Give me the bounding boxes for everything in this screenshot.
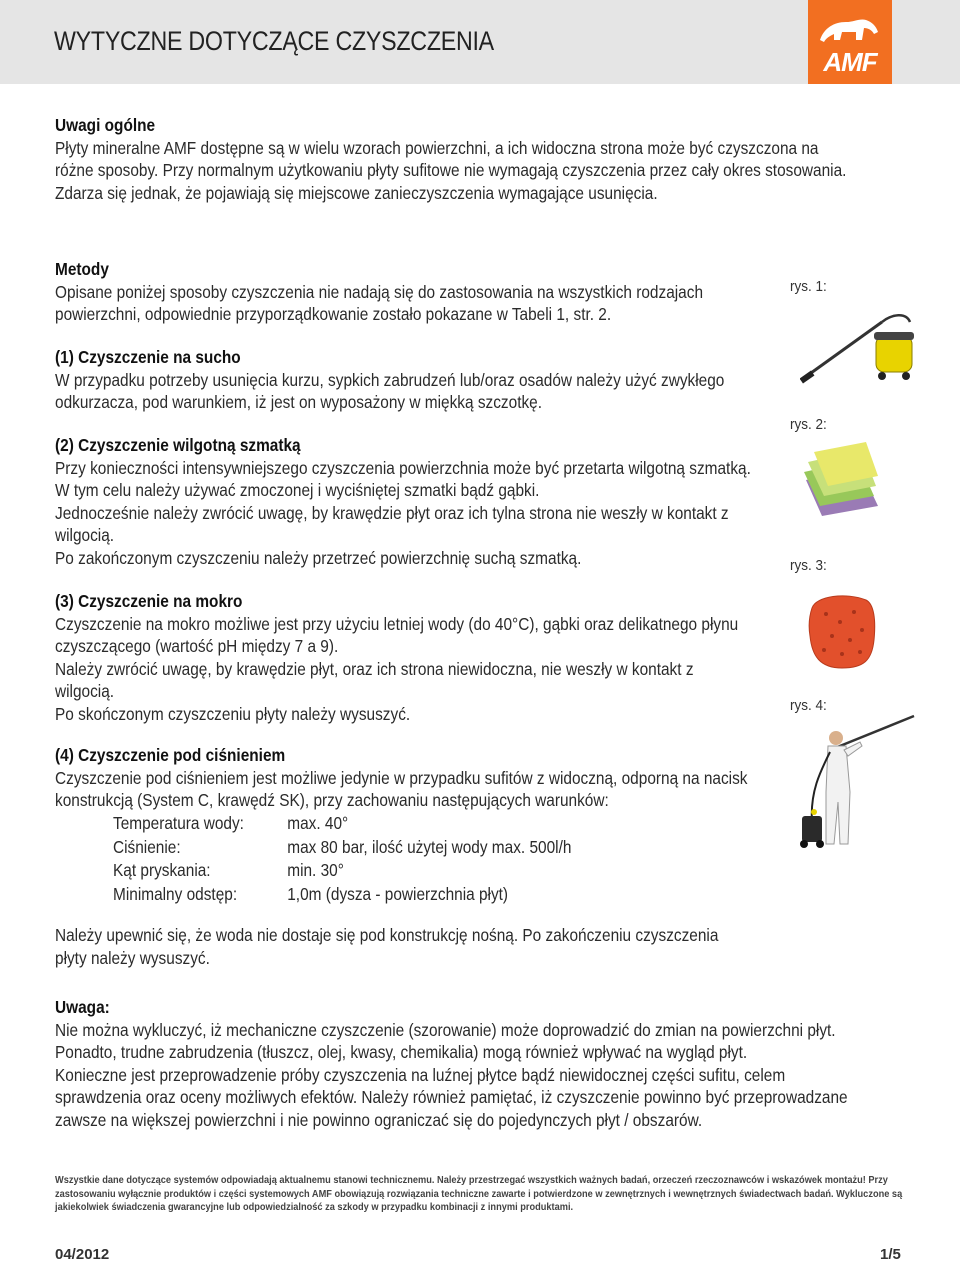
pressure-after-text: Należy upewnić się, że woda nie dostaje się pod konstrukcję nośną. Po zakończeniu czyszczenia płyty należy wysuszyć. bbox=[55, 925, 719, 968]
damp-line-1: Przy konieczności intensywniejszego czyszczenia powierzchnia może być przetarta wilgotną szmatką. W tym celu należy używać zmoczonej i wyciśniętej szmatki bądź gąbki. bbox=[55, 457, 751, 500]
damp-heading: (2) Czyszczenie wilgotną szmatką bbox=[55, 435, 301, 455]
spec-row bbox=[113, 883, 571, 907]
wet-line-3: Po skończonym czyszczeniu płyty należy wysuszyć. bbox=[55, 703, 411, 724]
spec-label: Kąt pryskania: bbox=[113, 860, 211, 880]
pressure-washer-worker-image bbox=[790, 712, 920, 852]
amf-logo bbox=[808, 0, 892, 84]
spec-row bbox=[113, 836, 571, 860]
sponge-image bbox=[806, 590, 878, 672]
pressure-after-section bbox=[55, 924, 750, 969]
note-section bbox=[55, 996, 873, 1131]
dry-text: W przypadku potrzeby usunięcia kurzu, sypkich zabrudzeń lub/oraz osadów należy użyć zwykłego odkurzacza, pod warunkiem, iż jest on wyposażony w miękką szczotkę. bbox=[55, 369, 725, 412]
note-line-1: Nie można wykluczyć, iż mechaniczne czyszczenie (szorowanie) może doprowadzić do zmian na powierzchni płyt. bbox=[55, 1019, 836, 1040]
wet-section bbox=[55, 590, 750, 725]
fig2-label: rys. 2: bbox=[790, 416, 827, 433]
methods-text: Opisane poniżej sposoby czyszczenia nie nadają się do zastosowania na wszystkich rodzajach powierzchni, odpowiednie przyporządkowanie zostało pokazane w Tabeli 1, str. 2. bbox=[55, 281, 704, 324]
wet-heading: (3) Czyszczenie na mokro bbox=[55, 591, 243, 611]
spec-value: max. 40° bbox=[287, 813, 349, 833]
dry-section bbox=[55, 346, 759, 414]
spec-value: min. 30° bbox=[287, 860, 344, 880]
general-heading: Uwagi ogólne bbox=[55, 115, 156, 135]
damp-line-2: Jednocześnie należy zwrócić uwagę, by krawędzie płyt oraz ich tylna strona nie weszły w kontakt z wilgocią. bbox=[55, 502, 729, 545]
pressure-section bbox=[55, 744, 750, 812]
wet-line-1: Czyszczenie na mokro możliwe jest przy użyciu letniej wody (do 40°C), gąbki oraz delikatnego płynu czyszczącego (wartość pH między 7 a 9). bbox=[55, 613, 739, 656]
note-heading: Uwaga: bbox=[55, 997, 110, 1017]
spec-value: 1,0m (dysza - powierzchnia płyt) bbox=[287, 883, 509, 904]
spec-label: Ciśnienie: bbox=[113, 836, 181, 857]
general-section bbox=[55, 114, 847, 204]
logo-text: AMF bbox=[823, 47, 877, 77]
page-title: WYTYCZNE DOTYCZĄCE CZYSZCZENIA bbox=[54, 26, 494, 56]
cleaning-cloths-image bbox=[798, 440, 888, 518]
fig4-label: rys. 4: bbox=[790, 697, 827, 714]
note-line-2: Ponadto, trudne zabrudzenia (tłuszcz, olej, kwasy, chemikalia) mogą również wpływać na wygląd płyt. bbox=[55, 1042, 748, 1062]
damp-line-3: Po zakończonym czyszczeniu należy przetrzeć powierzchnię suchą szmatką. bbox=[55, 547, 582, 568]
damp-section bbox=[55, 434, 768, 569]
general-text: Płyty mineralne AMF dostępne są w wielu wzorach powierzchni, a ich widoczna strona może być czyszczona na różne sposoby. Przy normalnym użytkowaniu płyty sufitowe nie wymagają czyszczenia przez cały okres stosowania. Zdarza się jednak, że pojawiają się miejscowe zanieczyszczenia wymagające usunięcia. bbox=[55, 137, 847, 203]
note-line-3: Konieczne jest przeprowadzenie próby czyszczenia na luźnej płytce bądź niewidocznej części sufitu, celem sprawdzenia oraz oceny możliwych efektów. Należy również pamiętać, iż czyszczenie powinno być przeprowadzane zawsze na większej powierzchni i nie powinno ograniczać się do pojedynczych płyt / obszarów. bbox=[55, 1064, 848, 1130]
pressure-specs bbox=[113, 812, 571, 906]
vacuum-cleaner-image bbox=[800, 300, 920, 390]
spec-row bbox=[113, 812, 571, 836]
methods-section bbox=[55, 258, 741, 326]
pressure-text: Czyszczenie pod ciśnieniem jest możliwe jedynie w przypadku sufitów z widoczną, odporną na nacisk konstrukcją (System C, krawędź SK), przy zachowaniu następujących warunków: bbox=[55, 767, 748, 810]
header-bar bbox=[0, 0, 960, 84]
fig1-label: rys. 1: bbox=[790, 278, 827, 295]
footer-disclaimer: Wszystkie dane dotyczące systemów odpowiadają aktualnemu stanowi technicznemu. Należy przestrzegać wszystkich ważnych badań, orzeczeń rzeczoznawców i wskazówek montażu! Przy zastosowaniu wyłącznie produktów i części systemowych AMF obowiązują rozwiązania techniczne zawarte i potwierdzone w zewnętrznych i wewnętrznych świadectwach badań. Wykluczone są jakiekolwiek świadczenia gwarancyjne lub odpowiedzialność za szkody w przypadku kombinacji z innymi produktami. bbox=[55, 1174, 903, 1213]
wet-line-2: Należy zwrócić uwagę, by krawędzie płyt, oraz ich strona niewidoczna, nie weszły w kontakt z wilgocią. bbox=[55, 658, 694, 701]
spec-row bbox=[113, 859, 571, 883]
footer-date: 04/2012 bbox=[55, 1246, 110, 1263]
page-number: 1/5 bbox=[880, 1246, 901, 1263]
bear-icon bbox=[816, 10, 884, 50]
dry-heading: (1) Czyszczenie na sucho bbox=[55, 347, 241, 367]
fig3-label: rys. 3: bbox=[790, 557, 827, 574]
methods-heading: Metody bbox=[55, 259, 109, 279]
pressure-heading: (4) Czyszczenie pod ciśnieniem bbox=[55, 745, 286, 765]
spec-label: Temperatura wody: bbox=[113, 813, 244, 833]
spec-label: Minimalny odstęp: bbox=[113, 883, 238, 904]
spec-value: max 80 bar, ilość użytej wody max. 500l/h bbox=[287, 836, 572, 857]
